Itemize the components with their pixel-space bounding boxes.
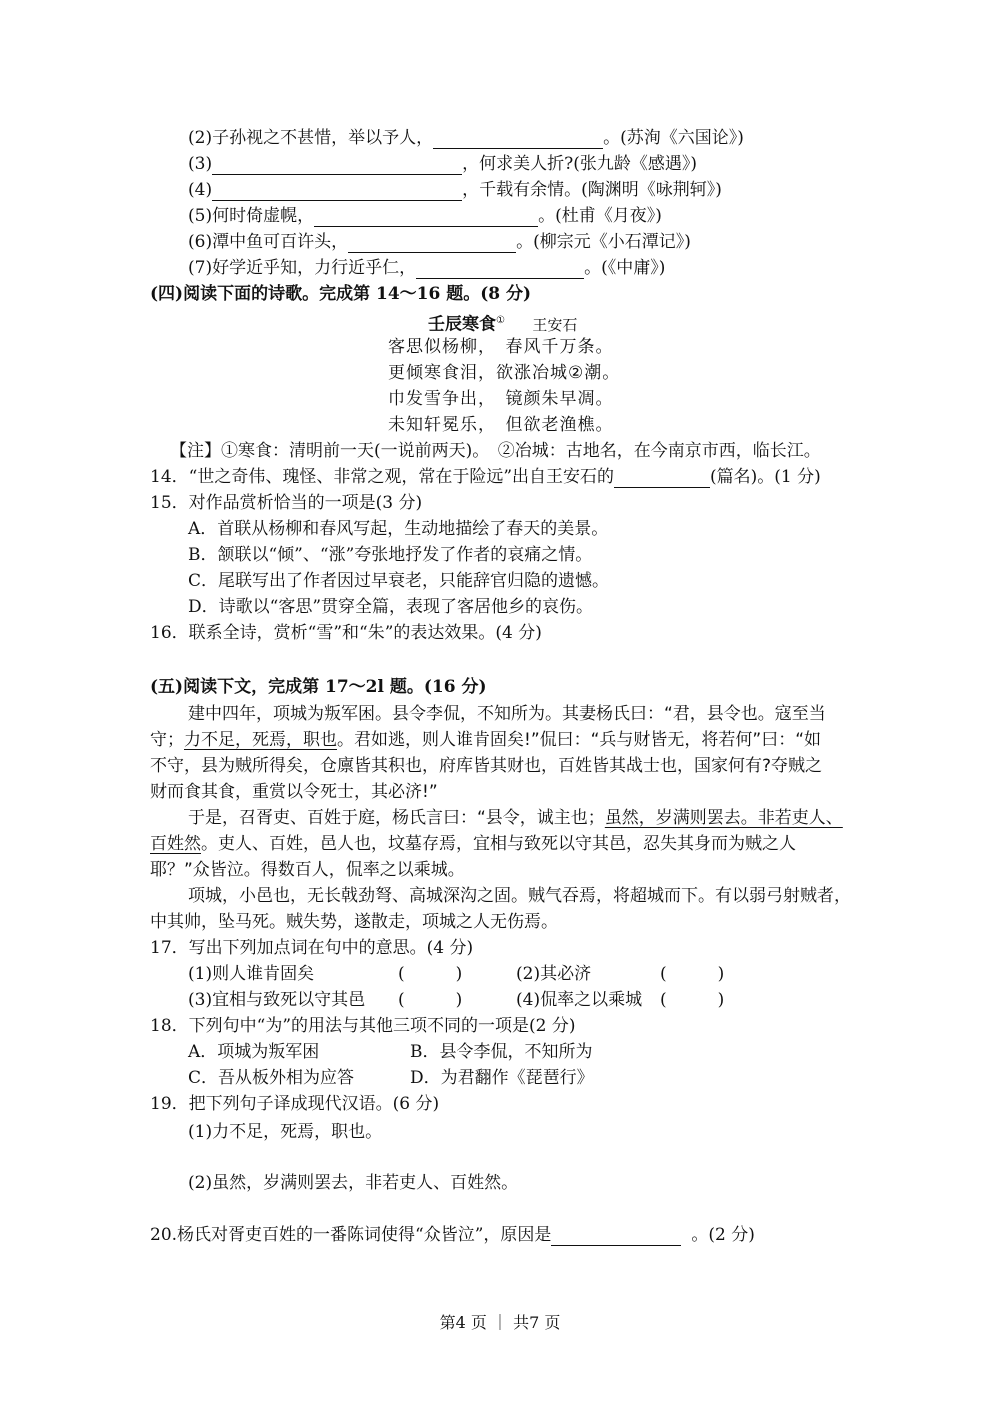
fill-item-text: (2)子孙视之不甚惜，举以予人，: [188, 128, 434, 148]
question-text: 14．“世之奇伟、瑰怪、非常之观，常在于险远”出自王安石的: [150, 467, 615, 487]
passage-p3-line1: 项城，小邑也，无长戟劲弩、高城深沟之固。贼气吞焉，将超城而下。有以弱弓射贼者，: [188, 886, 851, 906]
passage-p1-line2: [150, 729, 821, 751]
answer-paren[interactable]: ( ): [398, 964, 463, 984]
fill-item-3: [188, 153, 697, 175]
fill-item-source: 。(杜甫《月夜》): [538, 206, 662, 226]
option-c: C．吾从板外相为应答: [188, 1068, 355, 1088]
fill-item-text: (7)好学近乎知，力行近乎仁，: [188, 258, 417, 278]
passage-p2-line3: 耶？”众皆泣。得数百人，侃率之以乘城。: [150, 860, 465, 880]
option-c: C．尾联写出了作者因过早衰老，只能辞官归隐的遗憾。: [188, 571, 610, 591]
fill-item-source: ，千载有余情。(陶渊明《咏荆轲》): [462, 180, 722, 200]
fill-item-4: [188, 179, 722, 201]
underlined-sentence: 百姓然: [150, 834, 201, 854]
question-14: [150, 466, 821, 488]
fill-item-2: [188, 127, 744, 149]
passage-p3-line2: 中其帅，坠马死。贼失势，遂散走，项城之人无伤焉。: [150, 912, 558, 932]
answer-blank[interactable]: [614, 469, 710, 488]
poem-line-1: 客思似杨柳， 春风千万条。: [388, 337, 614, 357]
fill-item-7: [188, 257, 665, 279]
fill-item-text: (6)潭中鱼可百许头，: [188, 232, 349, 252]
question-points: 。(2 分): [691, 1225, 755, 1245]
fill-item-text: (5)何时倚虚幌，: [188, 206, 315, 226]
poem-title-line: [428, 310, 577, 336]
passage-p1-line1: 建中四年，项城为叛军困。县令李侃，不知所为。其妻杨氏曰：“君，县令也。寇至当: [188, 704, 826, 724]
section-heading: (四)阅读下面的诗歌。完成第 14～16 题。(8 分): [150, 284, 532, 304]
answer-paren[interactable]: ( ): [398, 990, 463, 1010]
fill-item-text: (3): [188, 154, 213, 174]
question-points: (篇名)。(1 分): [710, 467, 821, 487]
q17-item-1: (1)则人谁肯固矣: [188, 964, 315, 984]
fill-item-source: 。(苏洵《六国论》): [603, 128, 744, 148]
question-19: 19．把下列句子译成现代汉语。(6 分): [150, 1094, 440, 1114]
underlined-sentence: 力不足，死焉，职也: [184, 730, 337, 750]
poem-title: 壬辰寒食: [428, 314, 496, 335]
question-18: 18．下列句中“为”的用法与其他三项不同的一项是(2 分): [150, 1016, 576, 1036]
page-footer: 第4 页 ｜ 共7 页: [439, 1313, 561, 1332]
answer-blank[interactable]: [212, 182, 462, 201]
answer-blank[interactable]: [212, 156, 462, 175]
option-b: B．颔联以“倾”、“涨”夸张地抒发了作者的哀痛之情。: [188, 545, 593, 565]
q17-item-4: (4)侃率之以乘城: [516, 990, 643, 1010]
option-a: A．首联从杨柳和春风写起，生动地描绘了春天的美景。: [188, 519, 609, 539]
poem-line-4: 未知轩冕乐， 但欲老渔樵。: [388, 415, 614, 435]
fill-item-source: 。(柳宗元《小石潭记》): [516, 232, 691, 252]
fill-item-source: 。(《中庸》): [584, 258, 666, 278]
answer-blank[interactable]: [416, 260, 584, 279]
passage-p1-line4: 财而食其食，重赏以令死士，其必济!”: [150, 782, 438, 802]
answer-blank[interactable]: [433, 130, 603, 149]
poem-line-2: 更倾寒食泪，欲涨冶城②潮。: [388, 363, 621, 383]
underlined-sentence: 虽然，岁满则罢去。非若吏人、: [604, 808, 843, 828]
question-16: 16．联系全诗，赏析“雪”和“朱”的表达效果。(4 分): [150, 623, 542, 643]
option-d: D．为君翻作《琵琶行》: [410, 1068, 594, 1088]
poem-line-3: 巾发雪争出， 镜颜朱早凋。: [388, 389, 614, 409]
q17-item-3: (3)宜相与致死以守其邑: [188, 990, 366, 1010]
passage-p1-line3: 不守，县为贼所得矣，仓廪皆其积也，府库皆其财也，百姓皆其战士也，国家何有?夺贼之: [150, 756, 823, 776]
answer-blank[interactable]: [314, 208, 538, 227]
q17-item-2: (2)其必济: [516, 964, 592, 984]
answer-paren[interactable]: ( ): [660, 964, 725, 984]
question-17: 17．写出下列加点词在句中的意思。(4 分): [150, 938, 474, 958]
fill-item-6: [188, 231, 691, 253]
question-text: 20.杨氏对胥吏百姓的一番陈词使得“众皆泣”，原因是: [150, 1225, 552, 1245]
answer-blank[interactable]: [348, 234, 516, 253]
option-a: A．项城为叛军困: [188, 1042, 320, 1062]
option-d: D．诗歌以“客思”贯穿全篇，表现了客居他乡的哀伤。: [188, 597, 594, 617]
answer-blank[interactable]: [551, 1227, 681, 1246]
q19-item-1: (1)力不足，死焉，职也。: [188, 1122, 383, 1142]
poem-title-note: ①: [496, 315, 505, 326]
section-heading: (五)阅读下文，完成第 17～2l 题。(16 分): [150, 677, 487, 697]
question-15: 15．对作品赏析恰当的一项是(3 分): [150, 493, 423, 513]
question-20: [150, 1224, 755, 1246]
poem-note: 【注】①寒食：清明前一天(一说前两天)。 ②冶城：古地名，在今南京市西，临长江。: [170, 441, 821, 461]
poem-author: 王安石: [532, 315, 578, 334]
passage-p2-line2: [150, 833, 796, 855]
fill-item-source: ，何求美人折?(张九龄《感遇》): [462, 154, 697, 174]
passage-p2-line1: [188, 807, 843, 829]
fill-item-text: (4): [188, 180, 213, 200]
q19-item-2: (2)虽然，岁满则罢去，非若吏人、百姓然。: [188, 1173, 519, 1193]
passage-text: 。君如逃，则人谁肯固矣!”侃曰：“兵与财皆无，将若何”曰：“如: [337, 730, 822, 750]
fill-item-5: [188, 205, 662, 227]
answer-paren[interactable]: ( ): [660, 990, 725, 1010]
passage-text: 守；: [150, 730, 184, 750]
option-b: B．县令李侃，不知所为: [410, 1042, 593, 1062]
passage-text: 于是，召胥吏、百姓于庭，杨氏言曰：“县令，诚主也；: [188, 808, 605, 828]
passage-text: 。吏人、百姓，邑人也，坟墓存焉，宜相与致死以守其邑，忍失其身而为贼之人: [201, 834, 796, 854]
